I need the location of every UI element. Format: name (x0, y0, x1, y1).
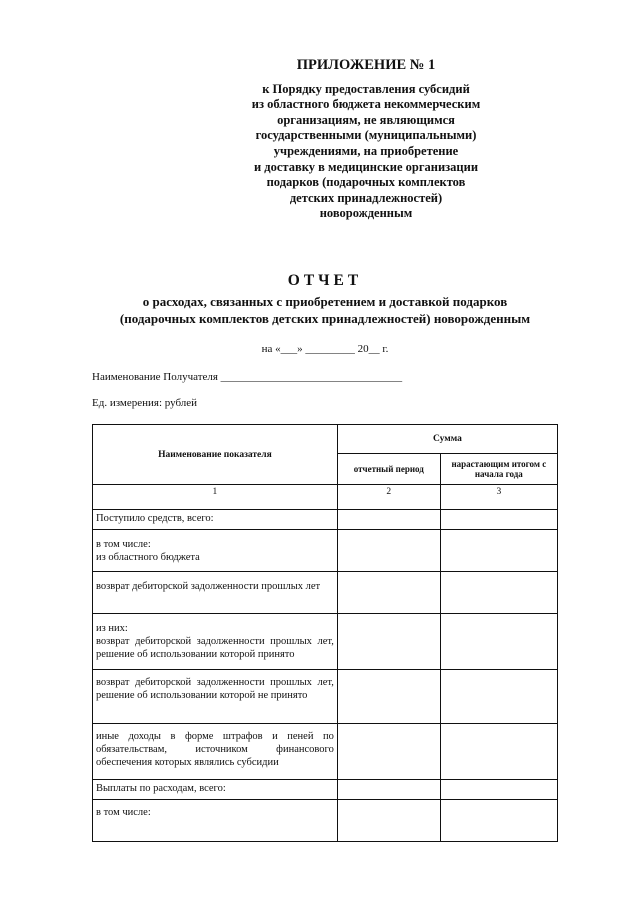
report-subtitle (60, 294, 590, 327)
appendix-line: государственными (муниципальными) (255, 128, 477, 143)
row-label (93, 530, 338, 572)
table-row (93, 670, 558, 724)
row-label-line: возврат дебиторской задолженности прошлых лет (96, 581, 321, 592)
report-date-line: на «___» _________ 20__ г. (261, 343, 389, 355)
header-cumulative: нарастающим итогом с начала года (440, 454, 557, 485)
table-row (93, 800, 558, 842)
recipient-line: Наименование Получателя _________________________________ (92, 371, 403, 383)
cell-period (337, 572, 440, 614)
row-label-line: Поступило средств, всего: (96, 513, 214, 524)
header-sum: Сумма (337, 425, 557, 454)
cell-period (337, 724, 440, 780)
cell-cumulative (440, 530, 557, 572)
cell-period (337, 614, 440, 670)
row-label-line: иные доходы в форме штрафов и пеней по обязательствам, источником финансового обеспечения которых являлись субсидии (96, 731, 334, 768)
cell-cumulative (440, 614, 557, 670)
row-label (93, 780, 338, 800)
row-label-line: в том числе: (96, 807, 151, 818)
column-number: 3 (440, 485, 557, 510)
cell-cumulative (440, 572, 557, 614)
table-row (93, 614, 558, 670)
cell-period (337, 800, 440, 842)
appendix-line: учреждениями, на приобретение (273, 143, 459, 158)
table-row (93, 530, 558, 572)
row-label-line: из областного бюджета (96, 552, 200, 563)
appendix-line: детских принадлежностей) (289, 190, 443, 205)
row-label (93, 510, 338, 530)
report-table (92, 424, 558, 842)
appendix-line: к Порядку предоставления субсидий (262, 81, 470, 96)
row-label-line: возврат дебиторской задолженности прошлых лет, решение об использовании которой не принято (96, 677, 334, 701)
cell-cumulative (440, 510, 557, 530)
cell-cumulative (440, 780, 557, 800)
row-label (93, 614, 338, 670)
row-label (93, 724, 338, 780)
cell-period (337, 670, 440, 724)
row-label (93, 800, 338, 842)
appendix-line: из областного бюджета некоммерческим (251, 97, 481, 112)
report-title: ОТЧЕТ (287, 272, 363, 289)
cell-cumulative (440, 670, 557, 724)
header-indicator: Наименование показателя (93, 425, 338, 485)
appendix-title: ПРИЛОЖЕНИЕ № 1 (296, 57, 436, 73)
table-row (93, 572, 558, 614)
column-number: 2 (337, 485, 440, 510)
report-subtitle-line: (подарочных комплектов детских принадлежностей) новорожденным (119, 310, 531, 326)
row-label-line: в том числе: (96, 539, 151, 550)
column-number: 1 (93, 485, 338, 510)
row-label (93, 670, 338, 724)
row-label-line: возврат дебиторской задолженности прошлых лет, решение об использовании которой принято (96, 636, 334, 660)
cell-period (337, 780, 440, 800)
row-label-line: из них: (96, 623, 128, 634)
unit-line: Ед. измерения: рублей (92, 397, 198, 409)
header-period: отчетный период (337, 454, 440, 485)
row-label-line: Выплаты по расходам, всего: (96, 783, 226, 794)
appendix-line: подарков (подарочных комплектов (266, 175, 466, 190)
report-subtitle-line: о расходах, связанных с приобретением и доставкой подарков (142, 294, 508, 309)
cell-cumulative (440, 800, 557, 842)
table-row (93, 780, 558, 800)
table-row (93, 510, 558, 530)
appendix-block (250, 58, 482, 222)
appendix-line: и доставку в медицинские организации (253, 159, 479, 174)
appendix-line: организациям, не являющимся (277, 112, 455, 127)
cell-period (337, 530, 440, 572)
row-label (93, 572, 338, 614)
cell-cumulative (440, 724, 557, 780)
cell-period (337, 510, 440, 530)
table-row (93, 724, 558, 780)
appendix-line: новорожденным (319, 206, 413, 221)
